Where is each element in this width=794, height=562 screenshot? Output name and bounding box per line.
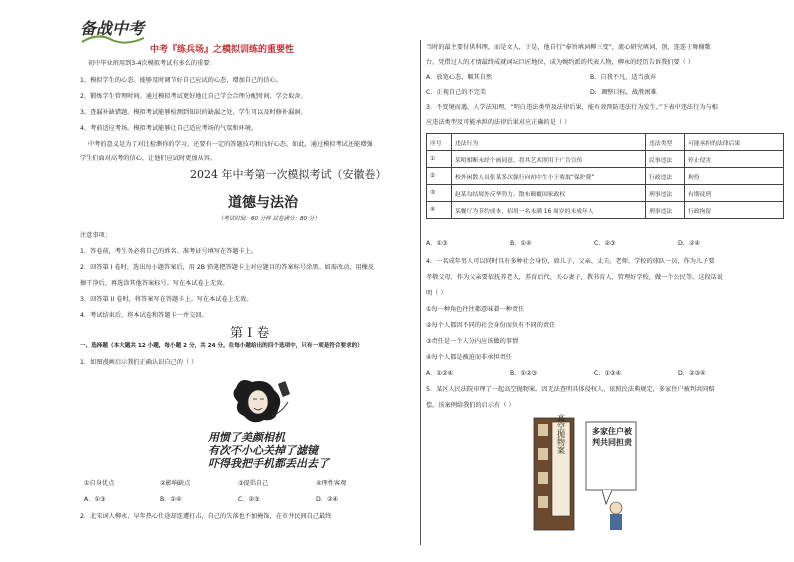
q4-option-4: ④每个人都是被迫而非承担责任 [426, 354, 512, 361]
q1-choice-b[interactable]: B．①④ [160, 496, 182, 503]
q2-option-b[interactable]: B．自我不凡，适当放弃 [590, 74, 657, 81]
table-cell: 行政拘留 [685, 202, 784, 219]
promo-item-4: 4、考前适应考场。模拟考试能够让自己适应考场的气氛和环境。 [80, 125, 258, 132]
q1-option-1: ①自身优点 [84, 480, 115, 487]
table-header: 序号 [427, 134, 452, 151]
q4-option-1: ①每一种角色往往都意味着一种责任 [426, 306, 525, 313]
table-cell: 某明相断未经个画同意，将其艺术照用于广告宣传 [452, 151, 646, 168]
q3-stem-line-1: 3．不变境而遇，人学法知理，“明白违法类型及法律后果，能有效预防违法行为发生。”下表中违法行为与相 [426, 104, 718, 111]
notice-3: 3．回答第 II 卷时，将答案写在答题卡上。写在本试卷上无效。 [80, 296, 253, 303]
q4-choice-d[interactable]: D．②③④ [678, 370, 706, 377]
q4-choice-c[interactable]: C．①③④ [594, 370, 622, 377]
promo-para-line-1: 中考的意义是为了对比检测你的学习，还要有一定的答题技巧和良好心态。如此，通过模拟考试还能增强 [88, 141, 373, 148]
table-header: 违法类型 [646, 134, 685, 151]
promo-item-3: 3、查漏补缺错题。模拟考试能够检测到知识的缺漏之处，学生可以及时修补漏洞。 [80, 109, 307, 116]
q4-choice-a[interactable]: A．①②④ [426, 370, 454, 377]
table-cell: ② [427, 168, 452, 185]
promo-para-line-2: 学生们面对高考的信心，让他们应试时更加从容。 [80, 155, 217, 162]
volume-title: 第 I 卷 [230, 326, 270, 341]
table-header-row [427, 134, 784, 151]
table-header: 可能承担的法律后果 [685, 134, 784, 151]
q1-handwritten-caption [208, 431, 338, 470]
q1-option-2: ②影响缺点 [160, 480, 191, 487]
table-cell: 拘役 [685, 168, 784, 185]
q4-option-3: ③责任是一个人分内应该做的事情 [426, 338, 519, 345]
q1-choice-c[interactable]: C．②③ [238, 496, 260, 503]
table-cell: 刑事违法 [646, 202, 685, 219]
table-cell: 行政违法 [646, 168, 685, 185]
caption-line-1: 用惯了美颜相机 [208, 431, 285, 444]
notice-2-cont: 擦干净后，再选涂其他答案标号。写在本试卷上无效。 [80, 280, 229, 287]
q5-stem-line-2: 偿。该案例给我们的启示有（ ） [426, 402, 515, 409]
section-one-heading: 一、选择题（本大题共 12 小题，每小题 2 分，共 24 分。在每小题给出的四个选项中，只有一项是符合要求的） [80, 343, 363, 349]
table-header: 违法行为 [452, 134, 646, 151]
table-row [427, 185, 784, 202]
q3-choice-d[interactable]: D．②④ [678, 240, 701, 247]
notice-heading: 注意事项： [80, 232, 111, 239]
notice-2: 2．回答第 I 卷时，选出每小题答案后，用 2B 铅笔把答题卡上对应题目的答案标号涂黑。如需改动，用橡皮 [80, 264, 375, 271]
table-cell: 某餐厅为节约成本，招用一名未满 16 周岁的未成年人 [452, 202, 646, 219]
q2-option-c[interactable]: C．正视自己的不完美 [426, 89, 487, 96]
table-row [427, 168, 784, 185]
table-cell: ① [427, 151, 452, 168]
q1-stem: 1．如图漫画启示我们正确认识自己的（ ） [80, 359, 198, 366]
exam-meta: （考试时间：60 分钟 试卷满分：80 分） [218, 216, 320, 222]
q4-stem-line-3: 明（ ） [426, 290, 447, 297]
cartoon-sign: 高空抛物案 [556, 414, 566, 454]
q3-stem-line-2: 应违法类型及可能承担的法律后果对应正确的是（ ） [426, 119, 571, 126]
caption-line-2: 有次不小心关掉了滤镜 [208, 444, 318, 457]
q3-choice-c[interactable]: C．②③ [594, 240, 616, 247]
q1-option-4: ④理性客观 [316, 480, 347, 487]
law-table [426, 133, 784, 219]
q4-option-2: ②每个人都因不同的社会身份而负有不同的责任 [426, 322, 556, 329]
table-cell: ④ [427, 202, 452, 219]
table-row [427, 151, 784, 168]
brand-logo [78, 14, 148, 44]
table-cell: 停止侵害 [685, 151, 784, 168]
q4-stem-line-1: 4．一名成年男人可以同时具有多种社会身份，如儿子、父亲、丈夫、老师、学校的球队一员，作为儿子要 [426, 258, 715, 265]
q2-cont-line-1: 当时的最主要付供科理，而是文人，于是，他自行“奉旨填词柳三变”，流心研究填词、创，连连于舞榭歌 [426, 44, 711, 51]
subject-title: 道德与法治 [228, 195, 298, 211]
column-divider [420, 40, 421, 545]
exam-title: 2024 年中考第一次模拟考试（安徽卷） [190, 168, 387, 181]
q3-choice-b[interactable]: B．①④ [510, 240, 532, 247]
q5-stem-line-1: 5．某区人民法院审理了一起高空抛物案。因无法查明具体侵权人，依照民法典规定，多家住户被判共同赔 [426, 386, 715, 393]
table-cell: 刑事违法 [646, 185, 685, 202]
q2-stem: 2．北宋词人柳永，早年热心仕途却连遭打击，自己的失落也不加掩饰，在市井民间自己最终 [80, 513, 332, 520]
table-cell: ③ [427, 185, 452, 202]
q4-choice-b[interactable]: B．①②③ [510, 370, 538, 377]
q3-choice-a[interactable]: A．①③ [426, 240, 448, 247]
q1-choice-d[interactable]: D．②④ [316, 496, 339, 503]
promo-item-1: 1、模拟学生的心态。能够及时调节好自己应试的心态，增加自己的信心。 [80, 77, 282, 84]
caption-line-3: 吓得我把手机都丢出去了 [208, 457, 329, 470]
cartoon-bubble-text: 多家住户被判共同担责 [592, 427, 632, 447]
q1-choice-a[interactable]: A．①③ [84, 496, 106, 503]
q1-option-3: ③提倡自己 [238, 480, 269, 487]
notice-1: 1．答卷前，考生务必将自己的姓名、准考证号填写在答题卡上。 [80, 248, 258, 255]
promo-intro: 初中毕业班用到3-4次模拟考试有多么的重要： [88, 60, 216, 67]
table-cell: 民事违法 [646, 151, 685, 168]
table-cell: 有期徒刑 [685, 185, 784, 202]
logo-text: 备战中考 [80, 19, 145, 38]
table-cell: 赵某勾结境外反华势力，散布颠覆国家政权 [452, 185, 646, 202]
promo-title: 中考『练兵场』之模拟训练的重要性 [150, 45, 295, 55]
q2-option-d[interactable]: D．调整目标，战胜困难 [590, 89, 657, 96]
q2-option-a[interactable]: A．放宽心态，顺其自然 [426, 74, 493, 81]
promo-item-2: 2、锻炼学生管理时间。通过模拟考试更好地让自己学会合理分配时间，学会取舍。 [80, 93, 307, 100]
q4-stem-line-2: 孝敬父母，作为父亲要依抚养老人，养育后代、关心妻子，教书育人，管理好学校，做一个公民等。这段话说 [426, 274, 723, 281]
q1-cartoon [222, 372, 302, 430]
q2-cont-line-2: 台，凭借过人的才情最终成就词坛巨匠地位，成为婉约派的代表人物，柳永的经历告诉我们要（ ） [426, 59, 695, 66]
table-cell: 校外闲散人员张某多次强行向初中生小王收取“保护费” [452, 168, 646, 185]
notice-4: 4．考试结束后，将本试卷和答题卡一并交回。 [80, 312, 208, 319]
table-row [427, 202, 784, 219]
